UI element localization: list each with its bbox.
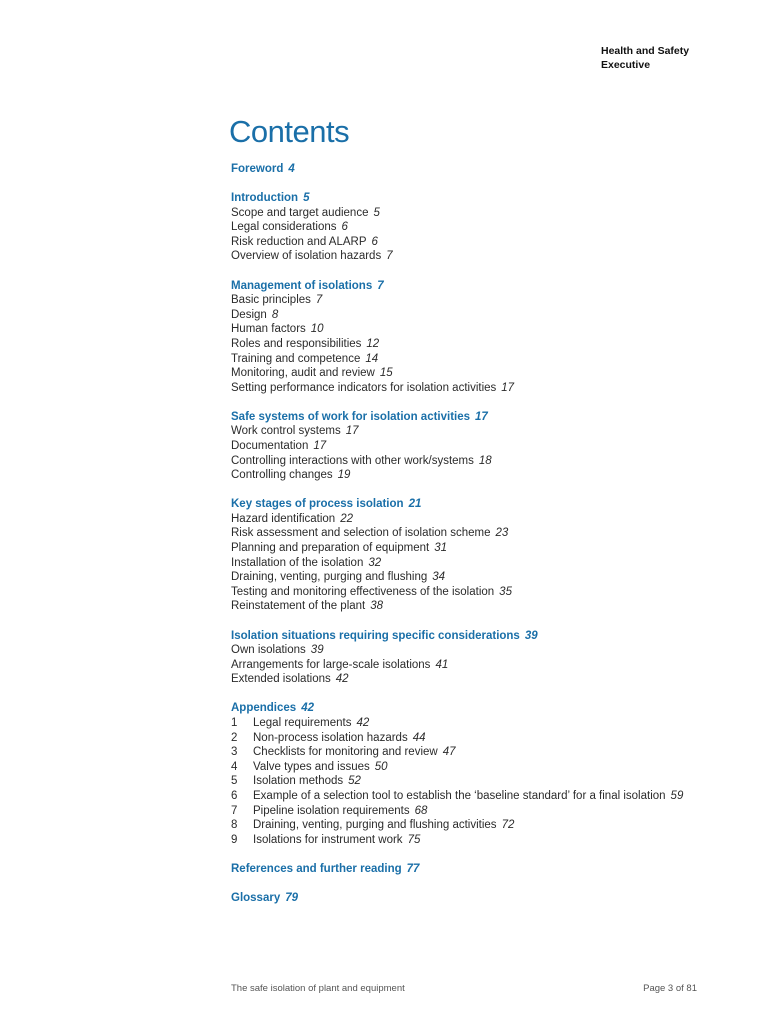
appendix-page-number: 42 bbox=[356, 717, 370, 729]
appendix-entry[interactable] bbox=[231, 804, 691, 819]
entry-title: Testing and monitoring effectiveness of the isolation bbox=[231, 585, 495, 598]
toc-entry[interactable] bbox=[231, 556, 691, 571]
entry-page-number: 34 bbox=[432, 571, 446, 584]
toc-entry[interactable] bbox=[231, 424, 691, 439]
appendix-number: 1 bbox=[231, 717, 238, 729]
toc-section-heading[interactable] bbox=[231, 629, 691, 644]
appendix-title: Isolations for instrument work bbox=[253, 833, 403, 846]
appendix-number: 9 bbox=[231, 833, 238, 846]
entry-title: Hazard identification bbox=[231, 512, 336, 525]
section-page-number: 21 bbox=[408, 498, 422, 511]
toc-entry[interactable] bbox=[231, 337, 691, 352]
appendix-title: Valve types and issues bbox=[253, 760, 370, 773]
entry-title: Reinstatement of the plant bbox=[231, 600, 366, 613]
toc-entry[interactable] bbox=[231, 570, 691, 585]
appendix-page-number: 50 bbox=[374, 760, 388, 773]
entry-title: Documentation bbox=[231, 440, 309, 452]
section-page-number: 42 bbox=[301, 702, 314, 715]
entry-page-number: 31 bbox=[434, 542, 447, 555]
toc-entry[interactable] bbox=[231, 658, 691, 673]
page-title: Contents bbox=[229, 114, 350, 149]
entry-page-number: 23 bbox=[495, 527, 509, 540]
appendix-number: 2 bbox=[231, 731, 238, 744]
entry-page-number: 10 bbox=[310, 323, 324, 336]
entry-title: Monitoring, audit and review bbox=[231, 367, 375, 380]
entry-title: Basic principles bbox=[231, 294, 311, 307]
entry-page-number: 22 bbox=[340, 512, 353, 525]
appendix-number: 6 bbox=[231, 789, 238, 802]
appendix-entry[interactable] bbox=[231, 833, 691, 848]
toc-section-heading[interactable] bbox=[231, 497, 691, 512]
section-title: Glossary bbox=[231, 891, 281, 904]
toc-section-management bbox=[231, 279, 691, 396]
toc-entry[interactable] bbox=[231, 526, 691, 541]
publisher-brand bbox=[601, 45, 689, 72]
toc-section-foreword bbox=[231, 162, 691, 177]
entry-title: Extended isolations bbox=[231, 673, 331, 686]
appendix-page-number: 44 bbox=[412, 731, 426, 744]
entry-page-number: 12 bbox=[366, 337, 380, 350]
toc-section-isolation-situations bbox=[231, 629, 691, 687]
toc-entry[interactable] bbox=[231, 381, 691, 396]
appendix-title: Draining, venting, purging and flushing activities bbox=[253, 819, 497, 832]
appendix-page-number: 59 bbox=[670, 789, 684, 802]
appendix-page-number: 72 bbox=[501, 819, 515, 832]
appendix-number: 4 bbox=[231, 760, 238, 773]
entry-page-number: 7 bbox=[315, 294, 323, 307]
entry-page-number: 14 bbox=[365, 352, 379, 365]
toc-entry[interactable] bbox=[231, 352, 691, 367]
appendix-title: Checklists for monitoring and review bbox=[253, 746, 438, 759]
toc-entry[interactable] bbox=[231, 454, 691, 469]
appendix-title: Isolation methods bbox=[253, 775, 344, 788]
entry-page-number: 38 bbox=[370, 600, 384, 613]
toc-section-heading[interactable] bbox=[231, 410, 691, 425]
section-title: Key stages of process isolation bbox=[231, 498, 404, 511]
entry-page-number: 17 bbox=[313, 440, 327, 452]
section-title: Appendices bbox=[231, 702, 297, 715]
entry-title: Installation of the isolation bbox=[231, 556, 364, 569]
entry-page-number: 8 bbox=[271, 308, 279, 321]
appendix-title: Example of a selection tool to establish the ‘baseline standard’ for a final isolation bbox=[253, 789, 666, 802]
appendix-entry[interactable] bbox=[231, 789, 691, 804]
toc-section-safe-systems bbox=[231, 410, 691, 483]
entry-title: Arrangements for large-scale isolations bbox=[231, 658, 431, 671]
toc-entry[interactable] bbox=[231, 468, 691, 483]
toc-section-glossary bbox=[231, 891, 691, 906]
entry-title: Planning and preparation of equipment bbox=[231, 542, 430, 555]
appendix-title: Non-process isolation hazards bbox=[253, 731, 408, 744]
appendix-title: Legal requirements bbox=[253, 717, 352, 729]
section-page-number: 4 bbox=[288, 163, 295, 175]
section-page-number: 17 bbox=[475, 410, 488, 423]
appendix-number: 8 bbox=[231, 819, 238, 832]
toc-entry[interactable] bbox=[231, 322, 691, 337]
appendix-page-number: 52 bbox=[348, 775, 361, 788]
entry-title: Controlling interactions with other work/systems bbox=[231, 454, 474, 467]
toc-entry[interactable] bbox=[231, 235, 691, 250]
entry-title: Legal considerations bbox=[231, 221, 337, 234]
toc-section-key-stages bbox=[231, 497, 691, 614]
toc-section-heading[interactable] bbox=[231, 701, 691, 716]
toc-entry[interactable] bbox=[231, 672, 691, 687]
appendix-entry[interactable] bbox=[231, 818, 691, 833]
entry-title: Own isolations bbox=[231, 644, 306, 657]
toc-section-heading[interactable] bbox=[231, 862, 691, 877]
entry-page-number: 39 bbox=[310, 644, 324, 657]
entry-title: Controlling changes bbox=[231, 469, 333, 482]
toc-entry[interactable] bbox=[231, 541, 691, 556]
appendix-title: Pipeline isolation requirements bbox=[253, 804, 410, 817]
entry-title: Roles and responsibilities bbox=[231, 337, 362, 350]
entry-page-number: 32 bbox=[368, 556, 382, 569]
entry-title: Draining, venting, purging and flushing bbox=[231, 571, 428, 584]
appendix-page-number: 47 bbox=[442, 746, 456, 759]
table-of-contents bbox=[231, 162, 691, 920]
entry-title: Setting performance indicators for isolation activities bbox=[231, 381, 497, 394]
section-page-number: 39 bbox=[524, 629, 538, 642]
toc-entry[interactable] bbox=[231, 366, 691, 381]
entry-title: Risk assessment and selection of isolation scheme bbox=[231, 527, 491, 540]
appendix-entry[interactable] bbox=[231, 745, 691, 760]
appendix-entry[interactable] bbox=[231, 731, 691, 746]
toc-section-references bbox=[231, 862, 691, 877]
section-page-number: 5 bbox=[303, 192, 310, 205]
entry-title: Design bbox=[231, 308, 267, 321]
entry-title: Training and competence bbox=[231, 352, 361, 365]
section-page-number: 79 bbox=[285, 891, 299, 904]
entry-title: Work control systems bbox=[231, 425, 341, 438]
toc-entry[interactable] bbox=[231, 599, 691, 614]
entry-page-number: 6 bbox=[341, 221, 348, 234]
entry-title: Risk reduction and ALARP bbox=[231, 235, 367, 248]
toc-entry[interactable] bbox=[231, 293, 691, 308]
toc-section-introduction bbox=[231, 191, 691, 264]
section-title: Introduction bbox=[231, 192, 299, 205]
entry-title: Scope and target audience bbox=[231, 206, 369, 219]
toc-section-heading[interactable] bbox=[231, 279, 691, 294]
toc-entry[interactable] bbox=[231, 643, 691, 658]
entry-page-number: 17 bbox=[501, 381, 515, 394]
appendix-entry[interactable] bbox=[231, 716, 691, 731]
appendix-number: 3 bbox=[231, 746, 238, 759]
toc-entry[interactable] bbox=[231, 439, 691, 454]
toc-section-heading[interactable] bbox=[231, 162, 691, 177]
entry-page-number: 18 bbox=[478, 454, 492, 467]
toc-section-heading[interactable] bbox=[231, 191, 691, 206]
brand-line-1: Health and Safety bbox=[601, 45, 690, 57]
entry-page-number: 6 bbox=[371, 235, 378, 248]
appendix-page-number: 68 bbox=[414, 804, 428, 817]
toc-section-heading[interactable] bbox=[231, 891, 691, 906]
section-page-number: 77 bbox=[406, 862, 420, 875]
appendix-number: 5 bbox=[231, 775, 238, 788]
entry-page-number: 41 bbox=[435, 658, 449, 671]
appendix-entry[interactable] bbox=[231, 760, 691, 775]
section-title: Safe systems of work for isolation activities bbox=[231, 410, 471, 423]
footer-page-indicator: Page 3 of 81 bbox=[643, 983, 697, 994]
entry-page-number: 42 bbox=[335, 673, 349, 686]
footer-document-title: The safe isolation of plant and equipment bbox=[231, 983, 405, 994]
section-title: Management of isolations bbox=[231, 279, 373, 292]
toc-entry[interactable] bbox=[231, 206, 691, 221]
entry-page-number: 35 bbox=[499, 585, 512, 598]
section-page-number: 7 bbox=[377, 279, 384, 292]
toc-entry[interactable] bbox=[231, 308, 691, 323]
toc-section-appendices bbox=[231, 701, 691, 847]
section-title: Isolation situations requiring specific considerations bbox=[231, 629, 520, 642]
section-title: References and further reading bbox=[231, 862, 402, 875]
brand-line-2: Executive bbox=[601, 58, 651, 71]
entry-title: Overview of isolation hazards bbox=[231, 250, 382, 263]
section-title: Foreword bbox=[231, 163, 284, 175]
appendix-number: 7 bbox=[231, 804, 238, 817]
toc-entry[interactable] bbox=[231, 585, 691, 600]
entry-page-number: 19 bbox=[337, 469, 351, 482]
entry-page-number: 7 bbox=[386, 250, 393, 263]
entry-page-number: 15 bbox=[379, 367, 393, 380]
appendix-entry[interactable] bbox=[231, 774, 691, 789]
toc-entry[interactable] bbox=[231, 512, 691, 527]
appendix-page-number: 75 bbox=[407, 833, 421, 846]
entry-page-number: 5 bbox=[373, 206, 380, 219]
entry-page-number: 17 bbox=[345, 425, 359, 438]
toc-entry[interactable] bbox=[231, 220, 691, 235]
entry-title: Human factors bbox=[231, 323, 306, 336]
toc-entry[interactable] bbox=[231, 249, 691, 264]
